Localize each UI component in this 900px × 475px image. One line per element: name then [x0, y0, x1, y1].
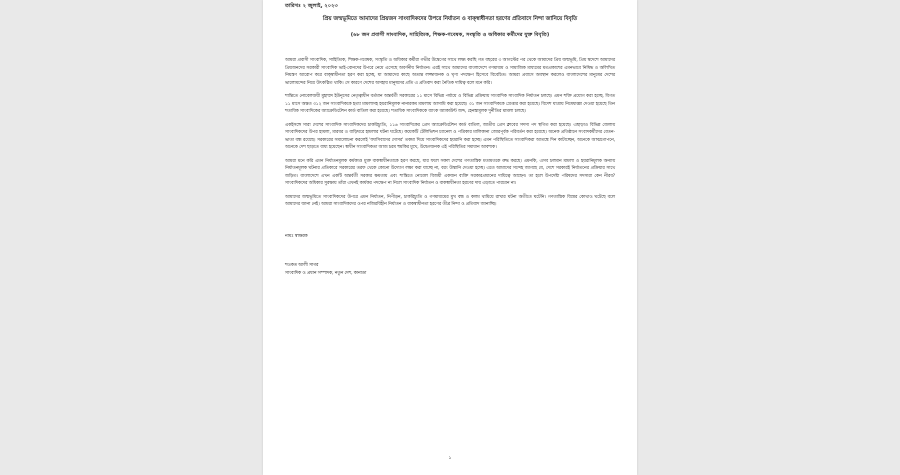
body-paragraph: আমরা মনে করি এমন নির্যাতনমূলক কর্মকাণ্ড মুক্ত বাকস্বাধীনতাকে হরণ করছে, যার ফলে সকল দেশের গণতান্ত্রিক মতামতকে রুদ্ধ করছে। এমনকি, এসব চলমান মামলা ও হয়রানিমূলক অন্যায় নির্যাতনমূলক ঘটনার প্রতিকারে সরকারের তরফ থেকে কোনো উদ্যোগ লক্ষ্য করা যাচ্ছে না, বরং উস্কানি দেওয়া হচ্ছে। এতে আমাদের সন্দেহ জাগছে যে, দেশে সরকারই নির্যাতনের প্রক্রিয়ার সাথে জড়িত। বাংলাদেশে এখন একটি অন্তর্বর্তী সরকার ক্ষমতায় এবং শান্তিতে নোবেল বিজয়ী একজন ব্যক্তি সরকারপ্রধানের দায়িত্বে আছেন। তা হলে উপদেষ্টা পরিষদের সদস্যরা কেন নীরব? সাংবাদিকদের অধিকার সুরক্ষায় তাঁরা এখনই কার্যকর পদক্ষেপ না নিলে সাংবাদিক নির্যাতন ও বাকস্বাধীনতা হরণের দায় এড়াতে পারবেন না। [285, 158, 615, 186]
body-paragraph: আমাদের জন্মভূমিতে সাংবাদিকদের উপরে এমন নির্যাতন, নিপীড়ন, চাকরিচ্যুতি ও গণমাধ্যমের মুখ বন্ধ ও কলম থামিয়ে রাখার ঘটনা অতীতে ঘটেনি। গণতান্ত্রিক বিশ্বের কোথাও ঘটেছে বলে আমাদের জানা নেই। আমরা সাংবাদিকদের ওপর নজিরবিহীন নির্যাতন ও বাকস্বাধীনতা হরণের তীব্র নিন্দা ও প্রতিবাদ জানাচ্ছি। [285, 194, 615, 207]
body-paragraph: শান্তিতে নোবেলজয়ী মুহাম্মদ ইউনূসের নেতৃত্বাধীন বর্তমান অন্তর্বর্তী সরকারের ১১ মাসে বিভিন্ন পর্যায়ে ও বিভিন্ন প্রক্রিয়ায় সাংবাদিক সাংবাদিক নির্যাতন চলছে। এমন শক্তি প্রয়োগ করা হচ্ছে, বিগত ১১ মাসে অন্তত ৩১২ জন সাংবাদিককে হত্যা মামলাসহ হয়রানিমূলক নানারকম মামলায় আসামি করা হয়েছে। ৩১ জন সাংবাদিককে গ্রেপ্তার করা হয়েছে। বিদেশ যাত্রায় নিষেধাজ্ঞা দেওয়া হয়েছে তিন শতাধিক সাংবাদিকের অ্যাক্রেডিটেশন কার্ড বাতিল করা হয়েছে। শতাধিক সাংবাদিককে ব্যাংক অ্যাকাউন্ট জব্দ, হেনস্তামূলক দুর্নীতির মামলা চলছে। [285, 94, 615, 114]
statement-subtitle: (৬৮ জন প্রবাসী সাংবাদিক, সাহিত্যিক, শিক্ষক-গবেষক, সংস্কৃতি ও অধিকার কর্মীদের যুক্ত বিবৃতি) [350, 31, 550, 38]
body-paragraph: আমরা প্রবাসী সাংবাদিক, সাহিত্যিক, শিক্ষক-গবেষক, সংস্কৃতি ও অধিকার কর্মীরা গভীর উদ্বেগের সাথে লক্ষ্য করছি গত বছরের ৩ আগস্টের পর থেকে আমাদের প্রিয় জন্মভূমি, প্রিয় স্বদেশে আমাদের প্রিয়জনদের সরকারী সাংবাদিক ভাই-বোনদের উপরে নেমে এসেছে অবর্ণনীয় নির্যাতন। এরই সাথে আমাদের বাংলাদেশে গণমাধ্যম ও সামাজিক মাধ্যমের মতপ্রকাশের এমনভাবে নিষিদ্ধ ও অলিখিত নিয়ন্ত্রণ আরোপ করে বাক্‌স্বাধীনতা হরণ করা হচ্ছে, যা আমাদের কাছে অত্যন্ত লজ্জাজনক ও ঘৃণ্য পদক্ষেপ হিসেবে বিবেচিত। আমরা প্রবাসে অবস্থান করলেও বাংলাদেশের মানুষের দেশের ভালোমন্দের নিয়ে উৎকণ্ঠিত থাকি। সে কারণে দেশের অসহায় মানুষদের প্রতি এ প্রতিবাদ করা নৈতিক দায়িত্ব বলে মনে করি। [285, 58, 615, 86]
signer-title: সাংবাদিক ও প্রধান সম্পাদক, নতুন দেশ, কানাডা [285, 270, 367, 276]
statement-title: প্রিয় জন্মভূমিতে আমাদের প্রিয়জন সাংবাদিকদের উপরে নির্যাতন ও বাক্‌স্বাধীনতা হরণের প্রতিবাদে নিন্দা জানিয়ে বিবৃতি [322, 16, 578, 22]
statement-body [285, 57, 615, 209]
signers-label: নামঃ স্বাক্ষরক [285, 233, 308, 239]
signer-name: শওকত আলী সাগর [285, 263, 319, 268]
page-content [285, 0, 615, 277]
page-number: ১ [448, 455, 452, 461]
body-paragraph: একইসঙ্গে সারা দেশের সাংবাদিক সাংবাদিকদের চাকরিচ্যুতি, ১১৬ সাংবাদিকের প্রেস অ্যাক্রেডিটেশন কার্ড বাতিল, জাতীয় প্রেস ক্লাবের সদস্য পদ স্থগিত করা হয়েছে। এছাড়াও বিভিন্ন জেলায় সাংবাদিকদের উপর হামলা, মারধর ও বাড়িঘরে হামলার ঘটনা ঘটেছে। কয়েকটি টেলিভিশন চ্যানেল ও পত্রিকার মালিকানা জোরপূর্বক পরিবর্তন করা হয়েছে। অনেক প্রতিষ্ঠানে সংবাদকর্মীদের বেতন-ভাতা বন্ধ রয়েছে। সরকারের সমালোচনা করলেই 'ফ্যাসিবাদের দোসর' তকমা দিয়ে সাংবাদিকদের হয়রানি করা হচ্ছে। এমন পরিস্থিতিতে সাংবাদিকরা আতঙ্কে দিন কাটাচ্ছেন, অনেকে আত্মগোপনে, অনেকে দেশ ছাড়তে বাধ্য হয়েছেন। স্বাধীন সাংবাদিকতা আজ চরম হুমকির মুখে, উদ্বেগজনক এই পরিস্থিতির সমাধান আবশ্যক। [285, 122, 615, 150]
statement-date: তারিখঃ ২ জুলাই, ২০২৩ [285, 3, 338, 9]
document-page [263, 0, 637, 475]
